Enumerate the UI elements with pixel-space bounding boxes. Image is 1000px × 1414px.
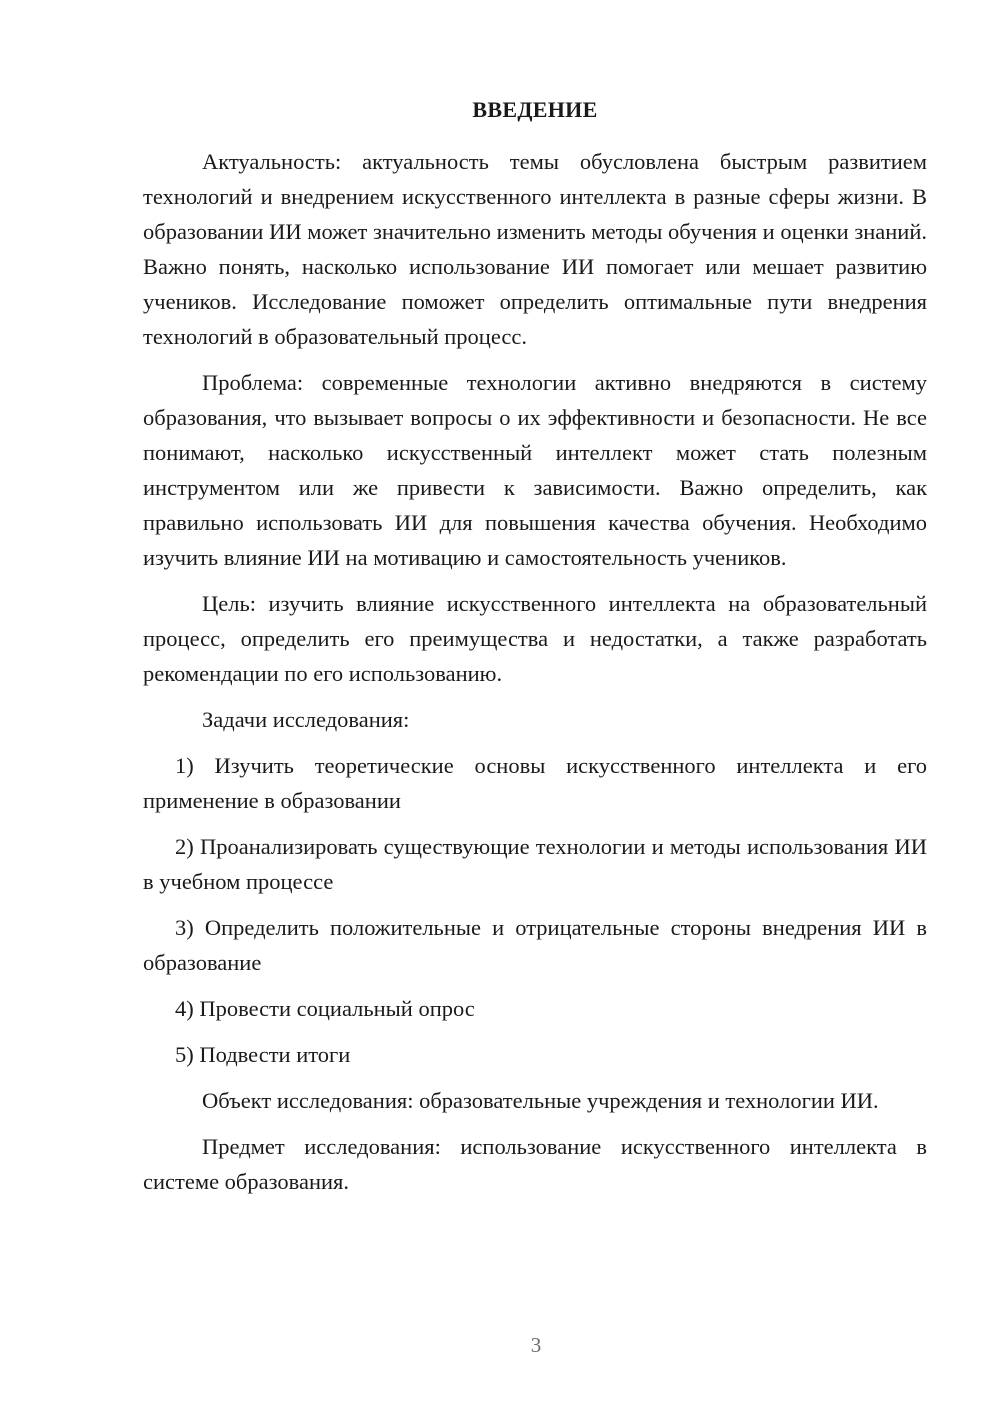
goal-paragraph: Цель: изучить влияние искусственного интеллекта на образовательный процесс, определить его преимущества и недостатки, а также разработать рекомендации по его использованию. (143, 591, 927, 686)
task-item: 1) Изучить теоретические основы искусственного интеллекта и его применение в образовании (143, 753, 927, 813)
page-title: ВВЕДЕНИЕ (472, 97, 598, 122)
task-item: 2) Проанализировать существующие технологии и методы использования ИИ в учебном процессе (143, 834, 927, 894)
task-item: 4) Провести социальный опрос (175, 996, 475, 1021)
tasks-heading: Задачи исследования: (202, 707, 410, 732)
document-page (143, 96, 927, 1210)
task-item: 3) Определить положительные и отрицательные стороны внедрения ИИ в образование (143, 915, 927, 975)
page-number: 3 (530, 1333, 542, 1357)
object-paragraph: Объект исследования: образовательные учреждения и технологии ИИ. (202, 1088, 879, 1113)
relevance-paragraph: Актуальность: актуальность темы обусловлена быстрым развитием технологий и внедрением искусственного интеллекта в разные сферы жизни. В образовании ИИ может значительно изменить методы обучения и оценки знаний. Важно понять, насколько использование ИИ помогает или мешает развитию учеников. Исследование поможет определить оптимальные пути внедрения технологий в образовательный процесс. (143, 149, 927, 349)
problem-paragraph: Проблема: современные технологии активно внедряются в систему образования, что вызывает вопросы о их эффективности и безопасности. Не все понимают, насколько искусственный интеллект может стать полезным инструментом или же привести к зависимости. Важно определить, как правильно использовать ИИ для повышения качества обучения. Необходимо изучить влияние ИИ на мотивацию и самостоятельность учеников. (143, 370, 927, 570)
task-item: 5) Подвести итоги (175, 1042, 351, 1067)
subject-paragraph: Предмет исследования: использование искусственного интеллекта в системе образования. (143, 1134, 927, 1194)
